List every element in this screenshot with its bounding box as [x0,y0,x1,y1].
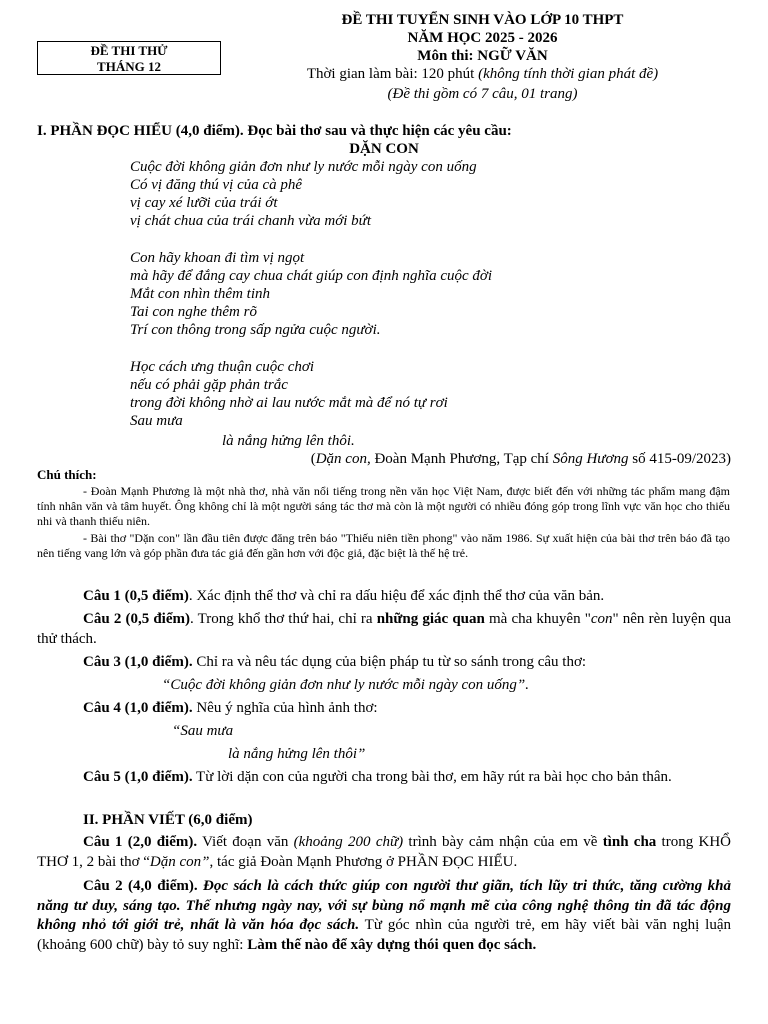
question-2-text-a: . Trong khổ thơ thứ hai, chỉ ra [190,611,377,627]
question-3 [37,653,731,673]
poem-stanza-1 [130,158,477,230]
exam-subject: Môn thi: NGỮ VĂN [417,48,548,64]
mock-exam-line1: ĐỀ THI THỬ [90,43,168,58]
source-journal: Sông Hương [552,451,629,467]
poem-line: Tai con nghe thêm rõ [130,304,257,320]
question-3-quote: “Cuộc đời không giản đơn như ly nước mỗi ngày con uống”. [162,677,530,693]
poem-line: Con hãy khoan đi tìm vị ngọt [130,250,305,266]
question-2-text-b: mà cha khuyên " [484,611,591,627]
exam-time-text: Thời gian làm bài: 120 phút [306,66,475,82]
question-2-text-c: " nên rèn luyện qua thử thách. [37,611,731,647]
question-5-text: Từ lời dặn con của người cha trong bài thơ, em hãy rút ra bài học cho bản thân. [192,769,672,785]
exam-pages: (Đề thi gồm có 7 câu, 01 trang) [387,86,578,102]
writing-2-prompt: Đọc sách là cách thức giúp con người thư giãn, tích lũy tri thức, tăng cường khả năng tư duy, sáng tạo. Thế nhưng ngày nay, với sự bùng nổ mạnh mẽ của công nghệ thông tin đã tác động không nhỏ tới giới trẻ, nhất là văn hóa đọc sách. [37,878,732,933]
poem-source [311,450,731,468]
writing-1-a: Viết đoạn văn [197,834,294,850]
note-1: - Đoàn Mạnh Phương là một nhà thơ, nhà văn nổi tiếng trong nền văn học Việt Nam, được biết đến với những tác phẩm mang đậm tính nhân văn và tâm huyết. Ông không chỉ là một người sáng tác thơ mà còn là một người có nhiều đóng góp trong lĩnh vực văn học cho thiếu nhi và thanh thiếu niên. [37,484,730,528]
writing-1-bold: tình cha [602,834,657,850]
question-4-quote-2: là nắng hửng lên thôi” [228,746,366,762]
question-4 [37,699,731,719]
question-1-text: . Xác định thể thơ và chỉ ra dấu hiệu để xác định thể thơ của văn bản. [188,588,605,604]
question-4-quote-1: “Sau mưa [172,723,234,739]
question-5-label: Câu 5 (1,0 điểm). [83,769,193,785]
writing-2-text: Từ góc nhìn của người trẻ, em hãy viết bài văn nghị luận (khoảng 600 chữ) bày tỏ suy nghĩ: [37,917,731,953]
poem-line: vị chát chua của trái chanh vừa mới bứt [130,213,371,229]
exam-time-note: (không tính thời gian phát đề) [478,66,659,82]
question-3-label: Câu 3 (1,0 điểm). [83,654,193,670]
poem-line: vị cay xé lưỡi của trái ớt [130,195,278,211]
source-open: ( [310,451,316,467]
writing-2-topic: Làm thế nào để xây dựng thói quen đọc sách. [247,936,537,953]
mock-exam-line2: THÁNG 12 [97,59,161,74]
mock-exam-box [37,41,221,75]
question-2-label: Câu 2 (0,5 điểm) [83,611,190,627]
question-1-label: Câu 1 (0,5 điểm) [83,588,189,604]
exam-title: ĐỀ THI TUYỂN SINH VÀO LỚP 10 THPT [341,12,624,28]
writing-question-1 [37,833,731,872]
notes-heading: Chú thích: [37,467,97,482]
part2-heading: II. PHẦN VIẾT (6,0 điểm) [83,812,253,828]
poem-line: trong đời không nhờ ai lau nước mắt mà để nó tự rơi [130,395,448,411]
source-author: , Đoàn Mạnh Phương, Tạp chí [366,451,553,467]
exam-year: NĂM HỌC 2025 - 2026 [407,30,558,46]
poem-line: Trí con thông trong sấp ngửa cuộc người. [130,322,381,338]
writing-2-label: Câu 2 (4,0 điểm). [83,878,198,894]
question-3-text: Chỉ ra và nêu tác dụng của biện pháp tu từ so sánh trong câu thơ: [192,654,587,670]
source-issue: số 415-09/2023) [628,451,731,467]
poem-title: DẶN CON [349,141,419,157]
writing-1-c: trong KHỔ THƠ 1, 2 bài thơ “ [37,834,731,870]
question-4-text: Nêu ý nghĩa của hình ảnh thơ: [192,700,378,716]
question-5 [37,768,731,788]
poem-last-line: là nắng hửng lên thôi. [222,433,355,449]
poem-line: mà hãy để đắng cay chua chát giúp con định nghĩa cuộc đời [130,268,493,284]
note-2: - Bài thơ "Dặn con" lần đầu tiên được đăng trên báo "Thiếu niên tiền phong" vào năm 1986. Sự xuất hiện của bài thơ trên báo đã tạo nên tiếng vang lớn và góp phần đưa tác giả đến gần hơn với độc giả, đặc biệt là thế hệ trẻ. [37,531,730,560]
writing-1-d: , tác giả Đoàn Mạnh Phương ở PHẦN ĐỌC HIỂU. [209,853,518,870]
poem-line: Có vị đăng thú vị của cà phê [130,177,303,193]
question-2-italic: con [590,611,613,627]
question-2-bold: những giác quan [376,611,485,627]
exam-time [230,66,735,83]
poem-line: Cuộc đời không giản đơn như ly nước mỗi ngày con uống [130,159,477,175]
question-1 [37,587,731,607]
poem-line: Học cách ưng thuận cuộc chơi [130,359,315,375]
writing-1-label: Câu 1 (2,0 điểm). [83,834,198,850]
poem-stanza-2 [130,249,492,339]
poem-line: nếu có phải gặp phản trắc [130,377,288,393]
part1-heading: I. PHẦN ĐỌC HIỂU (4,0 điểm). Đọc bài thơ sau và thực hiện các yêu cầu: [37,123,512,139]
writing-1-b: trình bày cảm nhận của em về [403,834,603,850]
poem-line: Mắt con nhìn thêm tinh [130,286,270,302]
writing-1-italic: (khoảng 200 chữ) [293,834,404,850]
source-poem: Dặn con [315,451,367,467]
question-2 [37,610,731,649]
poem-stanza-3 [130,358,448,430]
writing-question-2 [37,877,731,955]
question-4-label: Câu 4 (1,0 điểm). [83,700,193,716]
poem-line: Sau mưa [130,413,183,429]
writing-1-poem: Dặn con” [149,853,210,870]
